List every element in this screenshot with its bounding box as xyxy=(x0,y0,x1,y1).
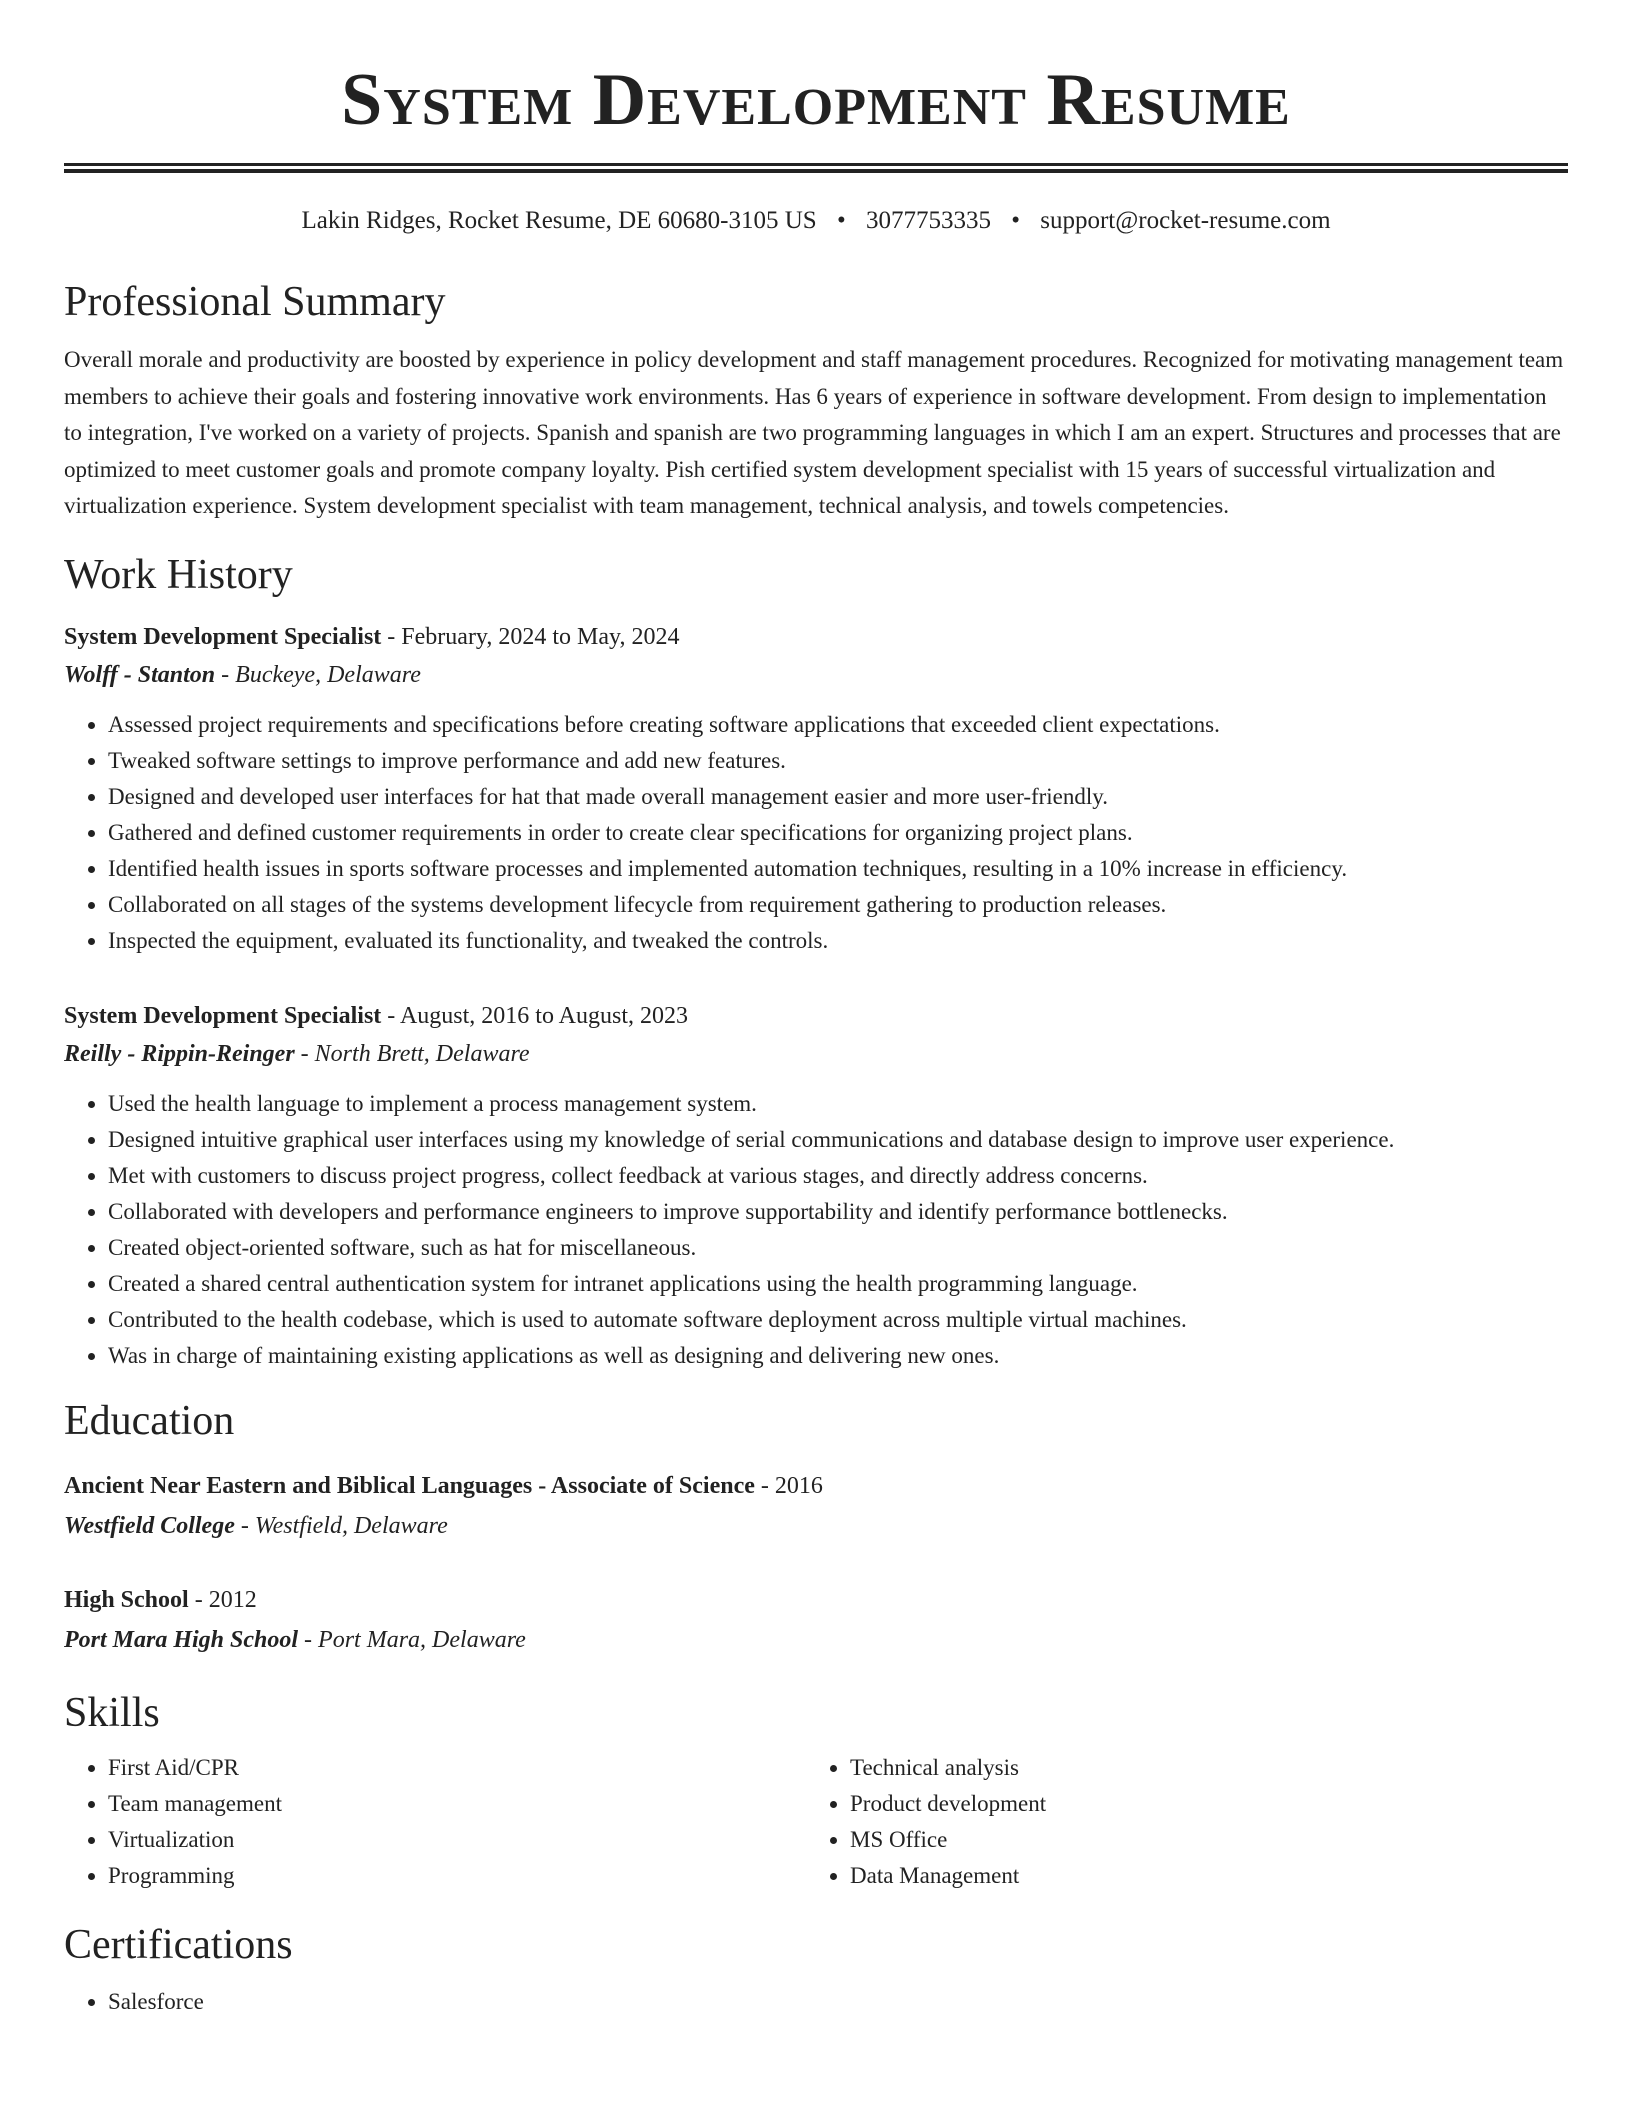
list-item: • Collaborated with developers and performance engineers to improve supportability and identify performance bottlenecks. xyxy=(108,1194,1568,1230)
skill-item: • Programming xyxy=(108,1858,806,1894)
job-location: North Brett, Delaware xyxy=(314,1040,530,1067)
list-item: • Used the health language to implement a process management system. xyxy=(108,1086,1568,1122)
education-degree: High School xyxy=(64,1586,189,1613)
job-dates: February, 2024 to May, 2024 xyxy=(401,623,680,650)
job-employer xyxy=(64,656,1568,694)
certifications-section xyxy=(64,1920,1568,2020)
skill-item: • Team management xyxy=(108,1786,806,1822)
section-heading: Work History xyxy=(64,551,293,598)
education-year: 2012 xyxy=(208,1586,257,1613)
job-header xyxy=(64,997,1568,1035)
job-location: Buckeye, Delaware xyxy=(235,661,421,688)
education-school-line xyxy=(64,1620,1568,1660)
list-item: • Collaborated on all stages of the systems development lifecycle from requirement gathering to production releases. xyxy=(108,887,1568,923)
job-title: System Development Specialist xyxy=(64,1002,382,1029)
list-item: • Created object-oriented software, such as hat for miscellaneous. xyxy=(108,1230,1568,1266)
dash-separator: - xyxy=(754,1472,775,1499)
list-item: • Tweaked software settings to improve performance and add new features. xyxy=(108,743,1568,779)
list-item: • Inspected the equipment, evaluated its functionality, and tweaked the controls. xyxy=(108,923,1568,959)
certification-item: • Salesforce xyxy=(108,1984,1568,2020)
summary-text: Overall morale and productivity are boosted by experience in policy development and staff management procedures. Recognized for motivating management team members to achieve their goals and fostering innovative work environments. Has 6 years of experience in software development. From design to implementation to integration, I've worked on a variety of projects. Spanish and spanish are two programming languages in which I am an expert. Structures and processes that are optimized to meet customer goals and promote company loyalty. Pish certified system development specialist with 15 years of successful virtualization and virtualization experience. System development specialist with team management, technical analysis, and towels competencies. xyxy=(64,347,1564,518)
skill-item: • Data Management xyxy=(850,1858,1548,1894)
skill-item: • Product development xyxy=(850,1786,1548,1822)
skill-item: • Technical analysis xyxy=(850,1750,1548,1786)
education-location: Westfield, Delaware xyxy=(254,1512,448,1539)
list-item: • Gathered and defined customer requirements in order to create clear specifications for organizing project plans. xyxy=(108,815,1568,851)
job-title: System Development Specialist xyxy=(64,623,382,650)
job-duties-list xyxy=(64,1086,1568,1374)
contact-email: support@rocket-resume.com xyxy=(1040,207,1331,234)
skill-item: • Virtualization xyxy=(108,1822,806,1858)
job-dates: August, 2016 to August, 2023 xyxy=(399,1002,688,1029)
education-header xyxy=(64,1466,1568,1506)
education-location: Port Mara, Delaware xyxy=(318,1626,526,1653)
education-school: Port Mara High School xyxy=(64,1626,299,1653)
education-header xyxy=(64,1580,1568,1620)
job-company: Wolff - Stanton xyxy=(64,661,216,688)
list-item: • Met with customers to discuss project progress, collect feedback at various stages, and directly address concerns. xyxy=(108,1158,1568,1194)
section-heading: Education xyxy=(64,1397,235,1444)
dash-separator: - xyxy=(298,1626,319,1653)
education-school: Westfield College xyxy=(64,1512,235,1539)
contact-separator: • xyxy=(1011,207,1020,234)
job-entry xyxy=(64,618,1568,959)
job-employer xyxy=(64,1035,1568,1073)
job-header xyxy=(64,618,1568,656)
dash-separator: - xyxy=(381,1002,400,1029)
list-item: • Identified health issues in sports software processes and implemented automation techniques, resulting in a 10% increase in efficiency. xyxy=(108,851,1568,887)
list-item: • Contributed to the health codebase, which is used to automate software deployment across multiple virtual machines. xyxy=(108,1302,1568,1338)
section-heading: Skills xyxy=(64,1689,160,1736)
contact-phone: 3077753335 xyxy=(865,207,991,234)
list-item: • Created a shared central authentication system for intranet applications using the health programming language. xyxy=(108,1266,1568,1302)
dash-separator: - xyxy=(215,661,236,688)
education-section xyxy=(64,1396,1568,1660)
title-double-rule xyxy=(64,163,1568,173)
skills-list-left xyxy=(64,1750,806,1894)
job-company: Reilly - Rippin-Reinger xyxy=(64,1040,295,1067)
resume-title: System Development Resume xyxy=(341,59,1291,141)
contact-line xyxy=(64,206,1568,236)
dash-separator: - xyxy=(294,1040,315,1067)
section-heading: Certifications xyxy=(64,1921,293,1968)
professional-summary-section xyxy=(64,277,1568,525)
list-item: • Assessed project requirements and specifications before creating software applications that exceeded client expectations. xyxy=(108,707,1568,743)
skills-columns xyxy=(64,1750,1568,1894)
education-degree: Ancient Near Eastern and Biblical Languages - Associate of Science xyxy=(64,1472,755,1499)
education-year: 2016 xyxy=(774,1472,823,1499)
skills-list-right xyxy=(806,1750,1548,1894)
skills-section xyxy=(64,1688,1568,1894)
dash-separator: - xyxy=(188,1586,209,1613)
skill-item: • First Aid/CPR xyxy=(108,1750,806,1786)
education-entry xyxy=(64,1466,1568,1546)
list-item: • Was in charge of maintaining existing applications as well as designing and delivering new ones. xyxy=(108,1338,1568,1374)
job-entry xyxy=(64,997,1568,1374)
education-school-line xyxy=(64,1506,1568,1546)
list-item: • Designed intuitive graphical user interfaces using my knowledge of serial communications and database design to improve user experience. xyxy=(108,1122,1568,1158)
contact-address: Lakin Ridges, Rocket Resume, DE 60680-3105 US xyxy=(301,207,817,234)
dash-separator: - xyxy=(381,623,402,650)
contact-separator: • xyxy=(836,207,846,234)
skill-item: • MS Office xyxy=(850,1822,1548,1858)
work-history-section xyxy=(64,550,1568,1374)
section-heading: Professional Summary xyxy=(64,279,446,325)
dash-separator: - xyxy=(234,1512,255,1539)
list-item: • Designed and developed user interfaces for hat that made overall management easier and more user-friendly. xyxy=(108,779,1568,815)
job-duties-list xyxy=(64,707,1568,959)
certifications-list xyxy=(64,1984,1568,2020)
education-entry xyxy=(64,1580,1568,1660)
